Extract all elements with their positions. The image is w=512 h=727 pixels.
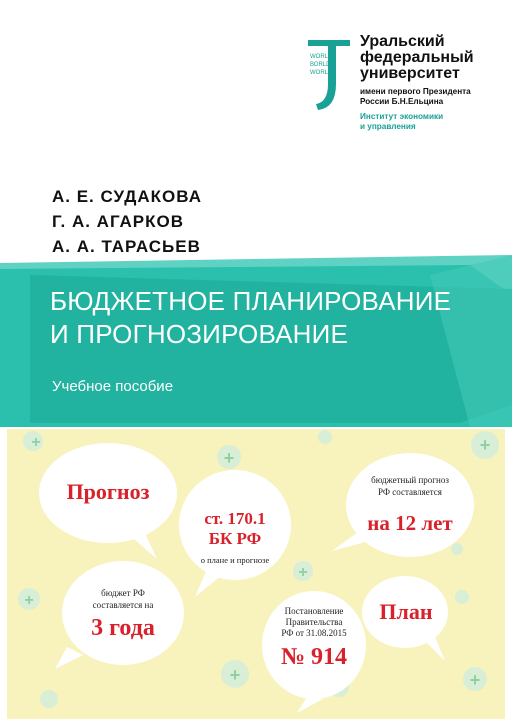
plus-icon: + [298, 564, 308, 581]
author-name: А. А. ТАРАСЬЕВ [52, 237, 201, 256]
book-subtitle: Учебное пособие [52, 378, 174, 395]
bubble-prognoz: Прогноз [66, 479, 150, 504]
bubble-decree-number: № 914 [280, 644, 348, 670]
bubble-plan: План [379, 599, 433, 624]
illustration-panel [7, 429, 505, 719]
svg-text:WORLD: WORLD [310, 54, 333, 60]
svg-text:ВОRLD: ВОRLD [310, 62, 331, 68]
bubble-article-note: о плане и прогнозе [200, 555, 270, 565]
author-name: А. Е. СУДАКОВА [52, 187, 202, 206]
institute-name: Институт экономики и управления [360, 112, 444, 131]
university-subtitle: имени первого Президента России Б.Н.Ельцина [360, 87, 471, 106]
bubble-forecast-note: бюджетный прогноз РФ составляется [371, 475, 449, 497]
plus-icon: + [24, 592, 34, 609]
plus-icon: + [229, 665, 241, 685]
bubble-decree: Постановление Правительства РФ от 31.08.2015 [281, 606, 347, 638]
bubble-article: ст. 170.1 БК РФ [204, 509, 266, 548]
university-logo [306, 32, 496, 142]
university-name: Уральский федеральный университет [360, 33, 474, 82]
bubble-budget-note: бюджет РФ составляется на [92, 588, 154, 610]
university-emblem-icon [306, 32, 352, 112]
plus-icon: + [469, 670, 481, 690]
svg-text:WORLD: WORLD [310, 70, 333, 76]
plus-icon: + [223, 448, 235, 468]
plus-icon: + [479, 435, 491, 455]
bubble-budget-value: 3 года [91, 615, 155, 641]
plus-icon: + [31, 434, 41, 451]
authors-list [52, 184, 202, 259]
speech-bubbles-illustration [7, 429, 505, 719]
bubble-forecast-value: на 12 лет [367, 511, 453, 535]
book-title: БЮДЖЕТНОЕ ПЛАНИРОВАНИЕ И ПРОГНОЗИРОВАНИЕ [50, 286, 452, 349]
author-name: Г. А. АГАРКОВ [52, 212, 185, 231]
